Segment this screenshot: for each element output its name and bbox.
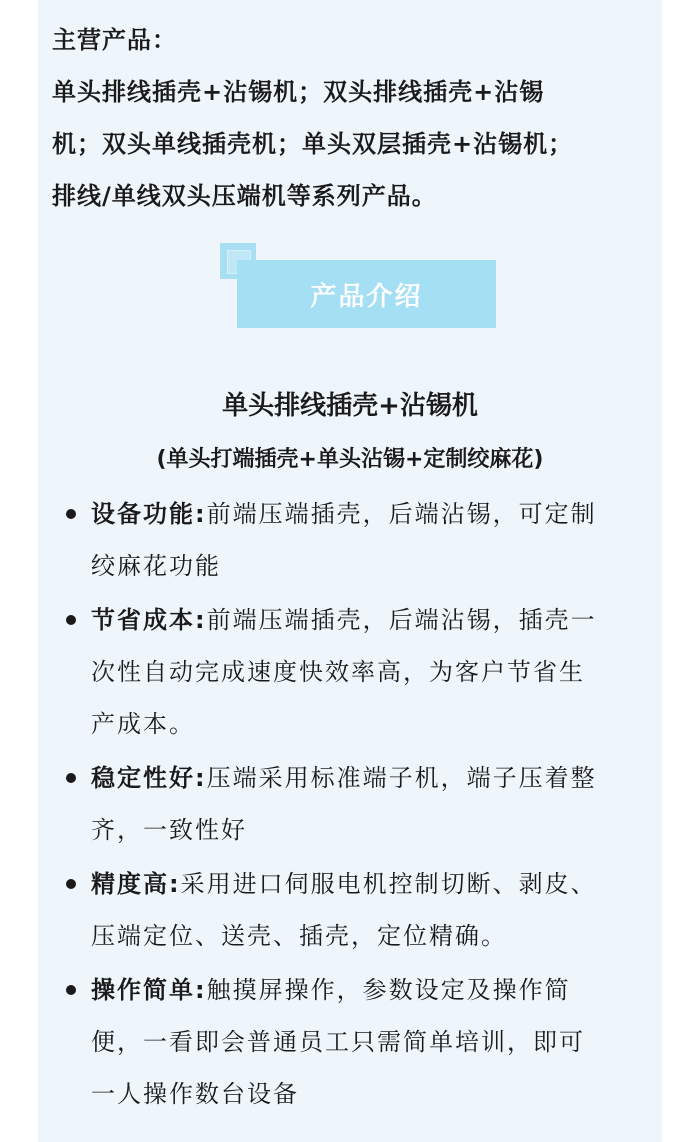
feature-text: 压端定位、送壳、插壳，定位精确。 [91, 922, 507, 950]
main-products-heading: 主营产品： [52, 26, 177, 54]
main-products-line: 机；双头单线插壳机；单头双层插壳+沾锡机； [52, 130, 574, 158]
feature-text: 采用进口伺服电机控制切断、剥皮、 [180, 870, 597, 898]
feature-text: 触摸屏操作，参数设定及操作简 [206, 976, 571, 1004]
bullet-icon [66, 773, 76, 783]
feature-label: 精度高: [91, 870, 181, 898]
feature-text: 齐，一致性好 [91, 816, 247, 844]
main-products-line: 单头排线插壳+沾锡机；双头排线插壳+沾锡 [52, 78, 545, 106]
product-subtitle: (单头打端插壳+单头沾锡+定制绞麻花) [156, 447, 544, 472]
product-title: 单头排线插壳+沾锡机 [222, 391, 478, 421]
main-products-line: 排线/单线双头压端机等系列产品。 [52, 182, 437, 210]
feature-text: 便，一看即会普通员工只需简单培训，即可 [91, 1028, 585, 1056]
feature-text: 压端采用标准端子机，端子压着整 [206, 764, 597, 792]
feature-text: 次性自动完成速度快效率高，为客户节省生 [91, 658, 585, 686]
feature-text: 前端压端插壳，后端沾锡，插壳一 [206, 606, 597, 634]
feature-label: 设备功能: [91, 500, 207, 528]
feature-text: 产成本。 [91, 710, 195, 738]
feature-label: 节省成本: [91, 606, 207, 634]
bullet-icon [66, 615, 76, 625]
feature-text: 前端压端插壳，后端沾锡，可定制 [206, 500, 597, 528]
feature-text: 一人操作数台设备 [91, 1080, 299, 1108]
feature-label: 稳定性好: [91, 764, 207, 792]
main-products-section [52, 14, 662, 222]
bullet-icon [66, 879, 76, 889]
bullet-icon [66, 509, 76, 519]
product-intro-badge: 产品介绍 [237, 260, 496, 328]
feature-label: 操作简单: [91, 976, 207, 1004]
bullet-icon [66, 985, 76, 995]
feature-text: 绞麻花功能 [91, 552, 221, 580]
